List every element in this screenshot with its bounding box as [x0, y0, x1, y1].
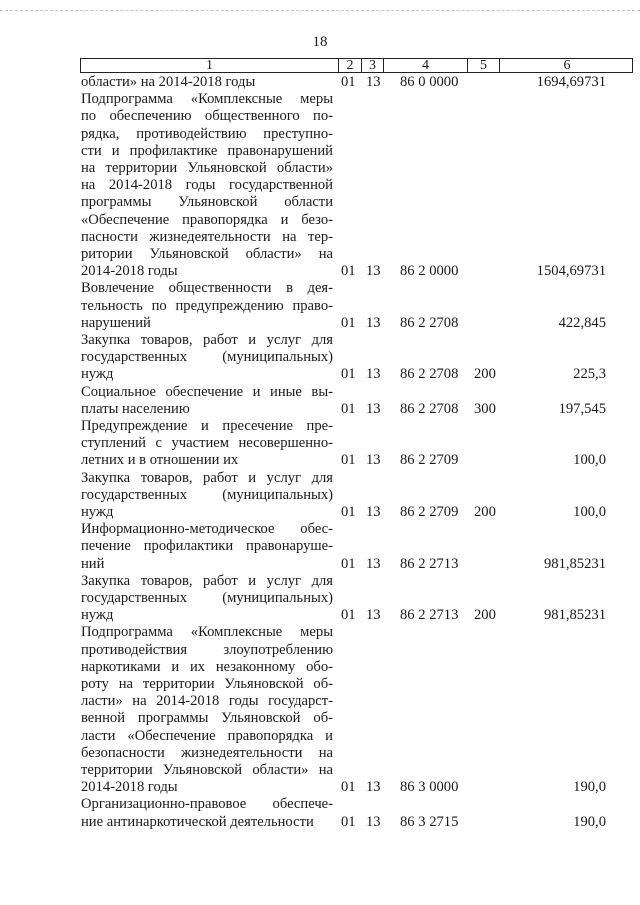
row-c3-value: 13 [366, 263, 381, 280]
row-c2-value: 01 [341, 452, 356, 469]
row-c6-value: 190,0 [573, 779, 606, 796]
row-c4-value: 86 3 0000 [400, 779, 459, 796]
row-name-line: Подпрограмма «Комплексные меры [81, 624, 333, 641]
row-c2-value: 01 [341, 813, 356, 830]
row-name-line: на 2014-2018 годы государственной [81, 177, 333, 194]
row-name-line: рядка, противодействию преступно- [81, 125, 333, 142]
row-c6-value: 1694,69731 [536, 74, 606, 90]
row-name-line: Закупка товаров, работ и услуг для [81, 572, 333, 589]
row-c4-value: 86 2 2708 [400, 366, 459, 383]
row-name-line: безопасности жизнедеятельности на [81, 744, 333, 761]
row-c5-value: 200 [474, 607, 496, 624]
row-c2-value: 01 [341, 504, 356, 520]
row-name-line: печение профилактики правонаруше- [81, 538, 333, 555]
row-name-line: Вовлечение общественности в дея- [81, 280, 333, 297]
row-c3-value: 13 [366, 366, 381, 383]
row-name-line: государственных (муниципальных) [81, 590, 333, 606]
row-name-line: Социальное обеспечение и иные вы- [81, 383, 333, 400]
row-name-line: 2014-2018 годы [81, 779, 178, 796]
row-name-line: ритории Ульяновской области» на [81, 246, 333, 262]
row-c5-value: 200 [474, 366, 496, 383]
row-name-line: пасности жизнедеятельности на тер- [81, 228, 333, 245]
row-c6-value: 981,85231 [543, 607, 606, 624]
row-name-line: Подпрограмма «Комплексные меры [81, 91, 333, 108]
row-c4-value: 86 2 2709 [400, 452, 459, 469]
column-header-2: 2 [338, 59, 361, 72]
row-name-line: ние антинаркотической деятельности [81, 813, 314, 830]
row-name-line: противодействия злоупотреблению [81, 641, 333, 658]
row-c3-value: 13 [366, 74, 381, 90]
row-c3-value: 13 [366, 555, 381, 572]
row-c2-value: 01 [341, 607, 356, 624]
row-name-line: ступлений с участием несовершенно- [81, 435, 333, 452]
row-c6-value: 100,0 [573, 452, 606, 469]
row-name-line: государственных (муниципальных) [81, 486, 333, 503]
row-name-line: нужд [81, 607, 114, 624]
row-c4-value: 86 2 2709 [400, 504, 459, 520]
row-c6-value: 197,545 [558, 400, 606, 417]
column-header-3: 3 [361, 59, 383, 72]
row-c5-value: 200 [474, 504, 496, 520]
row-c3-value: 13 [366, 813, 381, 830]
row-c2-value: 01 [341, 555, 356, 572]
row-c4-value: 86 0 0000 [400, 74, 459, 90]
row-c6-value: 190,0 [573, 813, 606, 830]
row-name-line: нужд [81, 504, 114, 520]
row-c4-value: 86 2 2713 [400, 607, 459, 624]
row-c4-value: 86 2 2713 [400, 555, 459, 572]
row-name-line: венной программы Ульяновской об- [81, 710, 333, 727]
row-c2-value: 01 [341, 74, 356, 90]
row-name-line: роту на территории Ульяновской об- [81, 676, 333, 692]
row-name-line: ний [81, 555, 105, 572]
row-name-line: государственных (муниципальных) [81, 349, 333, 366]
row-c2-value: 01 [341, 314, 356, 331]
row-c2-value: 01 [341, 263, 356, 280]
row-c3-value: 13 [366, 504, 381, 520]
row-name-line: области» на 2014-2018 годы [81, 74, 256, 90]
row-name-line: Организационно-правовое обеспече- [81, 796, 333, 813]
row-name-line: ласти «Обеспечение правопорядка и [81, 727, 333, 744]
row-c4-value: 86 2 0000 [400, 263, 459, 280]
column-header-4: 4 [383, 59, 467, 72]
row-name-line: 2014-2018 годы [81, 263, 178, 280]
row-name-line: сти и профилактике правонарушений [81, 142, 333, 159]
page-number: 18 [312, 34, 328, 50]
row-name-line: «Обеспечение правопорядка и безо- [81, 211, 333, 228]
row-name-line: Закупка товаров, работ и услуг для [81, 469, 333, 486]
row-name-line: Предупреждение и пресечение пре- [81, 418, 333, 434]
row-c3-value: 13 [366, 400, 381, 417]
row-c4-value: 86 3 2715 [400, 813, 459, 830]
row-name-line: нужд [81, 366, 114, 383]
row-c3-value: 13 [366, 607, 381, 624]
row-name-line: Закупка товаров, работ и услуг для [81, 332, 333, 348]
row-name-line: платы населению [81, 400, 190, 417]
row-c4-value: 86 2 2708 [400, 400, 459, 417]
column-header-5: 5 [467, 59, 499, 72]
row-name-line: наркотиками и их незаконному обо- [81, 658, 333, 675]
row-c6-value: 100,0 [573, 504, 606, 520]
row-c3-value: 13 [366, 779, 381, 796]
row-c6-value: 422,845 [558, 314, 606, 331]
row-name-line: по обеспечению общественного по- [81, 108, 333, 125]
row-name-line: Информационно-методическое обес- [81, 521, 333, 538]
row-c6-value: 981,85231 [543, 555, 606, 572]
column-header-1: 1 [206, 58, 213, 73]
row-name-line: программы Ульяновской области [81, 194, 333, 211]
row-c3-value: 13 [366, 452, 381, 469]
row-name-line: тельность по предупреждению право- [81, 297, 333, 314]
row-name-line: территории Ульяновской области» на [81, 762, 333, 778]
row-c2-value: 01 [341, 779, 356, 796]
row-c2-value: 01 [341, 366, 356, 383]
row-name-line: на территории Ульяновской области» [81, 160, 333, 176]
row-name-line: летних и в отношении их [81, 452, 239, 469]
row-c6-value: 1504,69731 [536, 263, 606, 280]
row-name-line: нарушений [81, 314, 151, 331]
row-c4-value: 86 2 2708 [400, 314, 459, 331]
row-c6-value: 225,3 [573, 366, 606, 383]
column-header-6: 6 [499, 59, 634, 72]
row-c5-value: 300 [474, 400, 496, 417]
row-c3-value: 13 [366, 314, 381, 331]
row-name-line: ласти» на 2014-2018 годы государст- [81, 693, 333, 710]
row-c2-value: 01 [341, 400, 356, 417]
